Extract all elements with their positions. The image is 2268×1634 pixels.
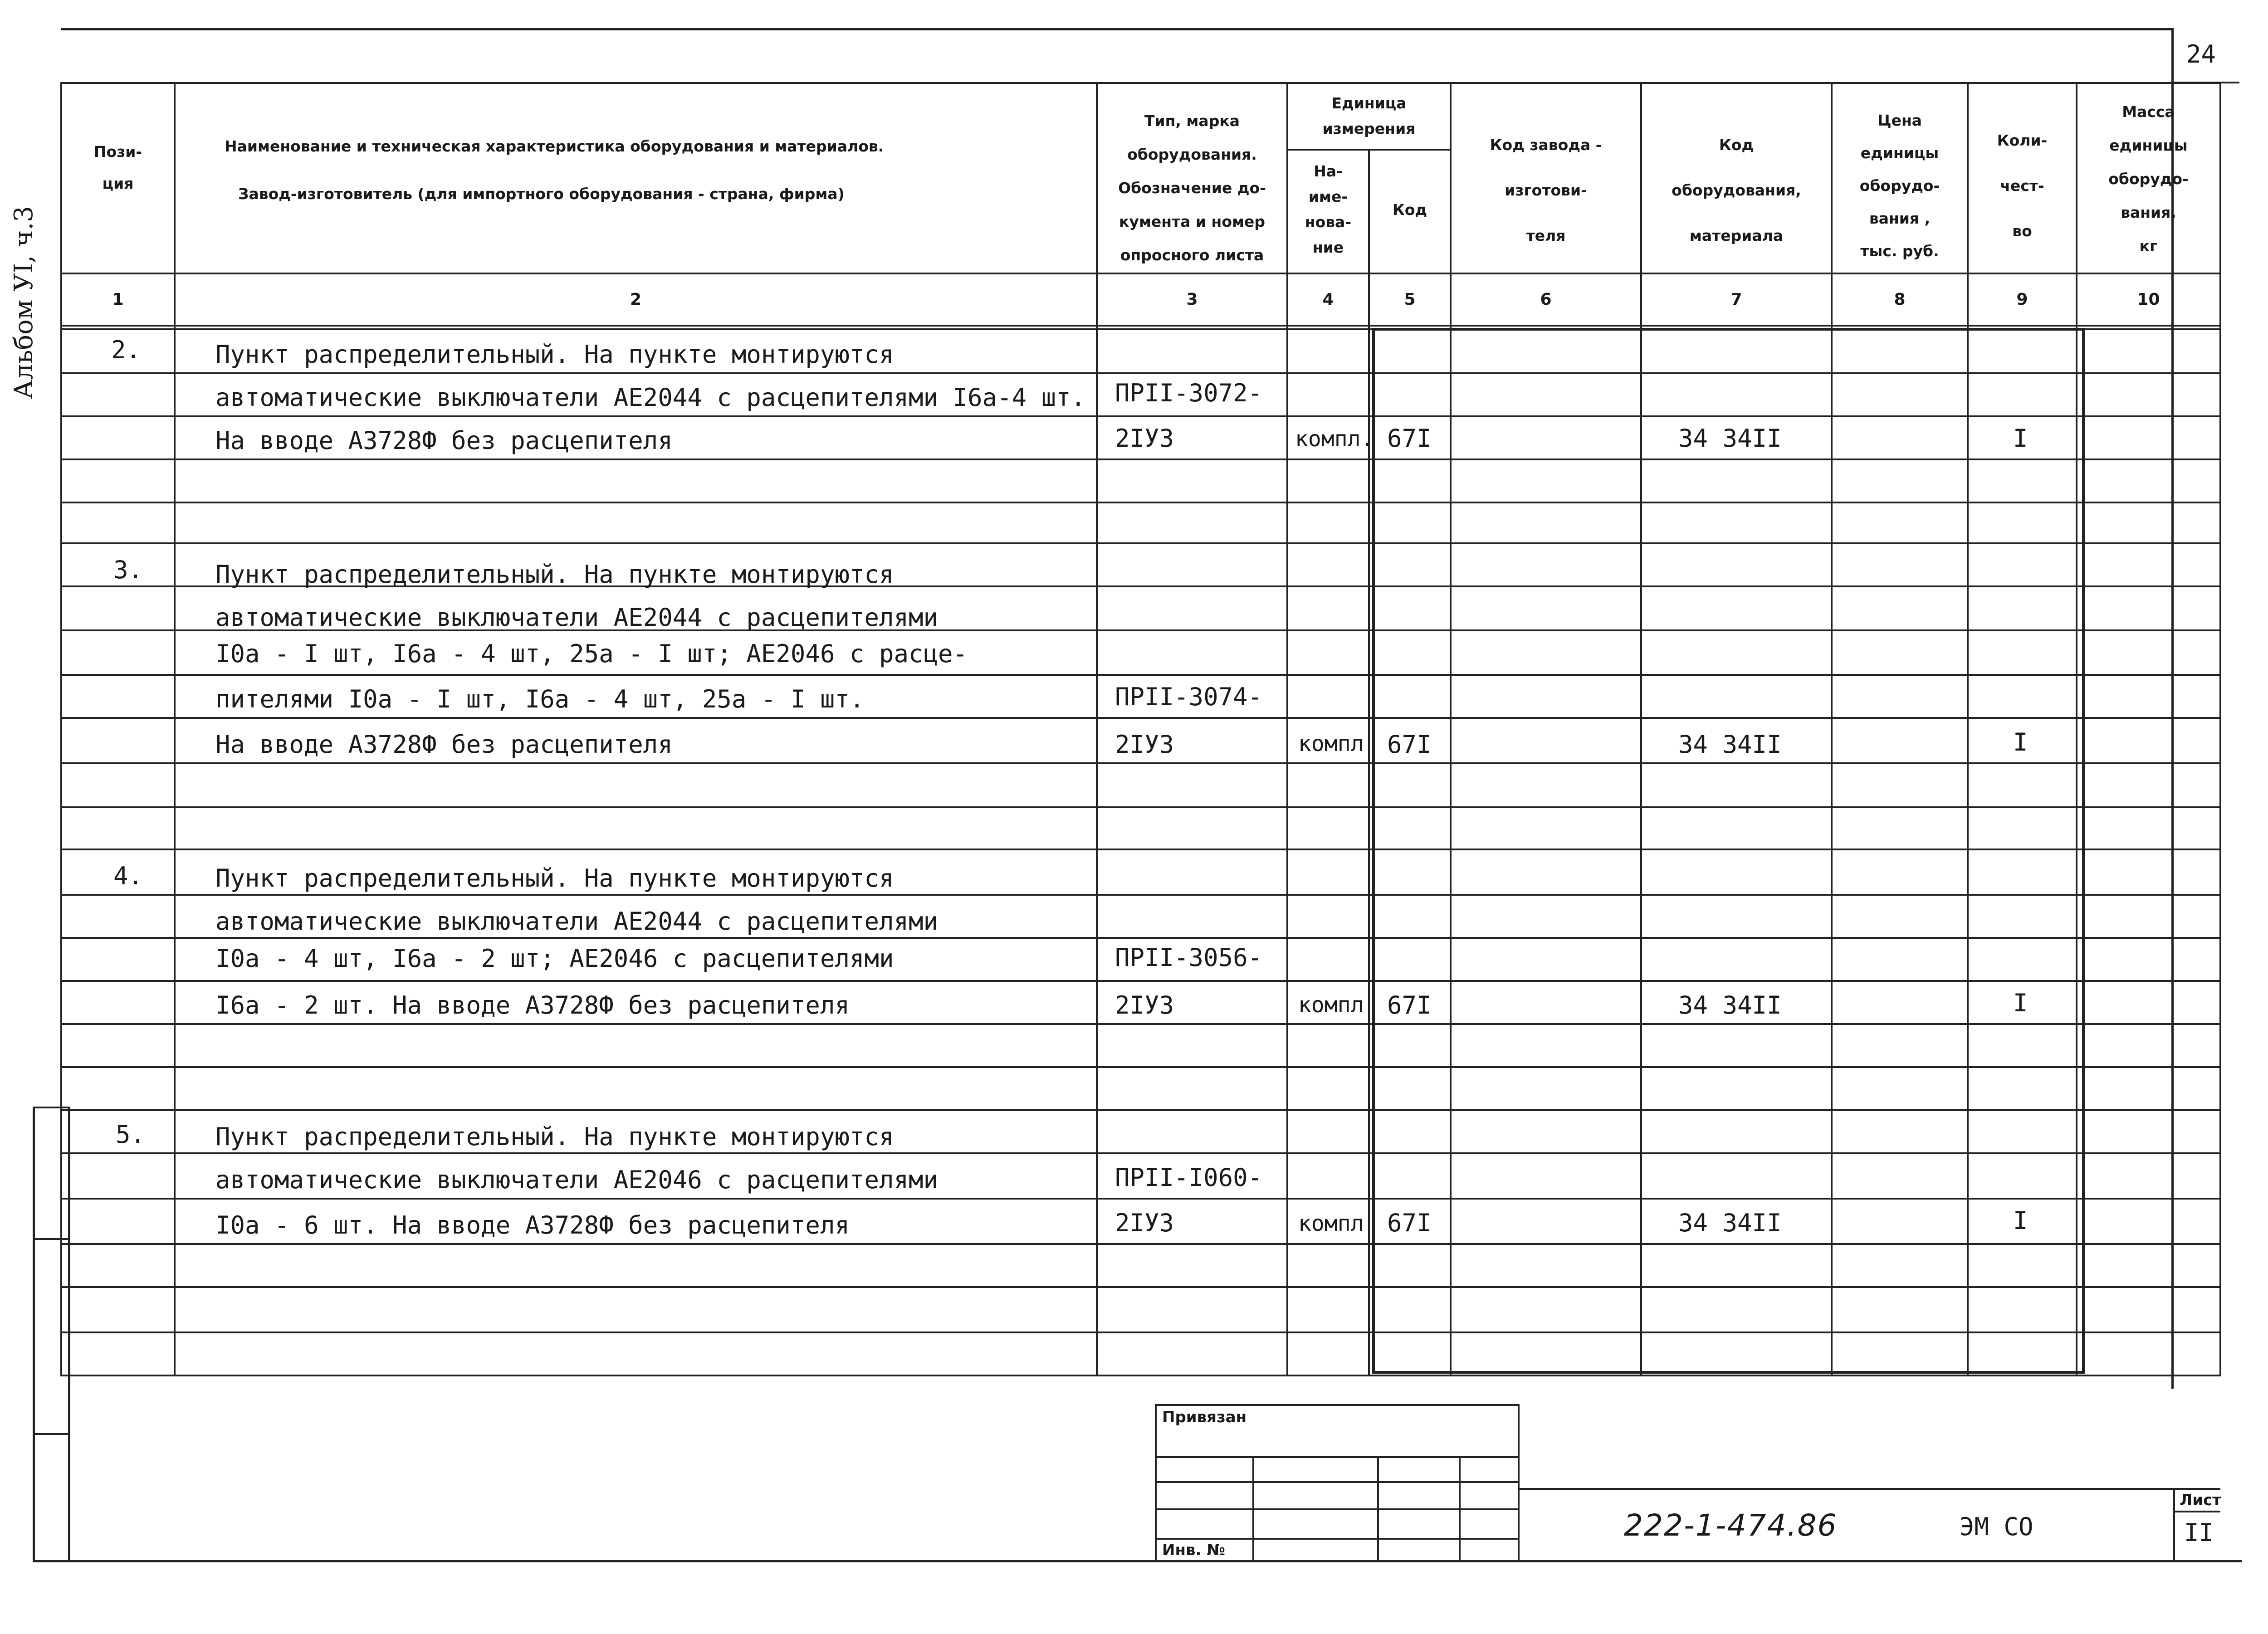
item-line: пителями I0а - I шт, I6а - 4 шт, 25а - I шт. (215, 685, 865, 713)
page-number: 24 (2186, 40, 2216, 68)
item-line: На вводе А3728Ф без расцепителя (215, 426, 673, 455)
item-qty: I (2013, 989, 2028, 1017)
header-col4: На- име- нова- ние (1305, 162, 1352, 256)
item-position: 3. (113, 556, 143, 584)
item-unit-code: 67I (1387, 730, 1432, 759)
item-line: I0а - 6 шт. На вводе А3728Ф без расцепителя (215, 1211, 850, 1239)
item-line: Пункт распределительный. На пункте монтируются (215, 340, 894, 369)
colnum-2: 2 (630, 290, 642, 309)
header-col2-line2: Завод-изготовитель (для импортного оборудования - страна, фирма) (238, 185, 845, 203)
item-equip-code: 34 34II (1678, 730, 1782, 759)
item-position: 2. (111, 336, 141, 364)
item-line: автоматические выключатели АЕ2044 с расцепителями I6а-4 шт. (215, 383, 1086, 412)
item-type: ПРII-3056- (1115, 943, 1263, 972)
header-col7: Код оборудования, материала (1672, 136, 1801, 244)
item-unit-name: компл (1298, 992, 1364, 1018)
item-line: Пункт распределительный. На пункте монтируются (215, 864, 894, 893)
item-equip-code: 34 34II (1678, 424, 1782, 453)
item-equip-code: 34 34II (1678, 991, 1782, 1019)
item-unit-name: компл (1298, 1211, 1364, 1236)
header-col45-group: Единица измерения (1322, 94, 1416, 137)
colnum-4: 4 (1322, 290, 1334, 309)
item-unit-code: 67I (1387, 991, 1432, 1019)
item-equip-code: 34 34II (1678, 1209, 1782, 1237)
stamp-inv-no: Инв. № (1162, 1541, 1226, 1559)
header-col5: Код (1392, 201, 1427, 219)
side-album-label: Альбом УI, ч.3 (9, 206, 39, 399)
header-col8: Цена единицы оборудо- вания , тыс. руб. (1859, 112, 1940, 260)
item-type: 2IУ3 (1115, 424, 1174, 453)
item-line: автоматические выключатели АЕ2044 с расцепителями (215, 907, 938, 936)
item-line: I6а - 2 шт. На вводе А3728Ф без расцепителя (215, 991, 850, 1019)
item-unit-code: 67I (1387, 424, 1432, 453)
item-type: ПРII-3074- (1115, 683, 1263, 711)
item-unit-code: 67I (1387, 1209, 1432, 1237)
header-col1: Пози- ция (93, 143, 142, 192)
colnum-7: 7 (1730, 290, 1742, 309)
item-line: На вводе А3728Ф без расцепителя (215, 730, 673, 759)
item-position: 4. (113, 862, 143, 890)
stamp-doc-mark: ЭМ СО (1960, 1512, 2033, 1541)
colnum-5: 5 (1404, 290, 1416, 309)
item-line: I0а - 4 шт, I6а - 2 шт; АЕ2046 с расцепителями (215, 944, 894, 973)
item-line: Пункт распределительный. На пункте монтируются (215, 1122, 894, 1151)
header-col10: Масса единицы оборудо- вания, кг (2108, 103, 2189, 255)
header-col2-line1: Наименование и техническая характеристика оборудования и материалов. (225, 137, 884, 155)
item-position: 5. (116, 1120, 146, 1149)
colnum-10: 10 (2137, 290, 2160, 309)
item-qty: I (2013, 1206, 2028, 1235)
header-col3: Тип, марка оборудования. Обозначение до- кумента и номер опросного листа (1118, 112, 1266, 264)
item-type: ПРII-3072- (1115, 379, 1263, 407)
item-type: 2IУ3 (1115, 991, 1174, 1019)
item-qty: I (2013, 424, 2028, 453)
item-line: I0а - I шт, I6а - 4 шт, 25а - I шт; АЕ2046 с расце- (215, 639, 968, 668)
colnum-9: 9 (2016, 290, 2028, 309)
colnum-3: 3 (1186, 290, 1198, 309)
header-col9: Коли- чест- во (1997, 132, 2048, 240)
stamp-sheet-label: Лист (2180, 1491, 2221, 1509)
item-type: ПРII-I060- (1115, 1163, 1263, 1192)
item-line: Пункт распределительный. На пункте монтируются (215, 560, 894, 589)
item-unit-name: компл (1298, 731, 1364, 756)
colnum-1: 1 (112, 290, 124, 309)
stamp-privyazan: Привязан (1162, 1408, 1247, 1426)
item-line: автоматические выключатели АЕ2046 с расцепителями (215, 1166, 938, 1194)
stamp-doc-code: 222-1-474.86 (1624, 1508, 1838, 1543)
stamp-sheet-no: II (2184, 1518, 2214, 1547)
colnum-8: 8 (1894, 290, 1906, 309)
item-type: 2IУ3 (1115, 1209, 1174, 1237)
item-line: автоматические выключатели АЕ2044 с расцепителями (215, 603, 938, 632)
item-type: 2IУ3 (1115, 730, 1174, 759)
item-unit-name: компл. (1295, 426, 1374, 452)
colnum-6: 6 (1540, 290, 1552, 309)
header-col6: Код завода - изготови- теля (1490, 136, 1602, 244)
item-qty: I (2013, 728, 2028, 756)
